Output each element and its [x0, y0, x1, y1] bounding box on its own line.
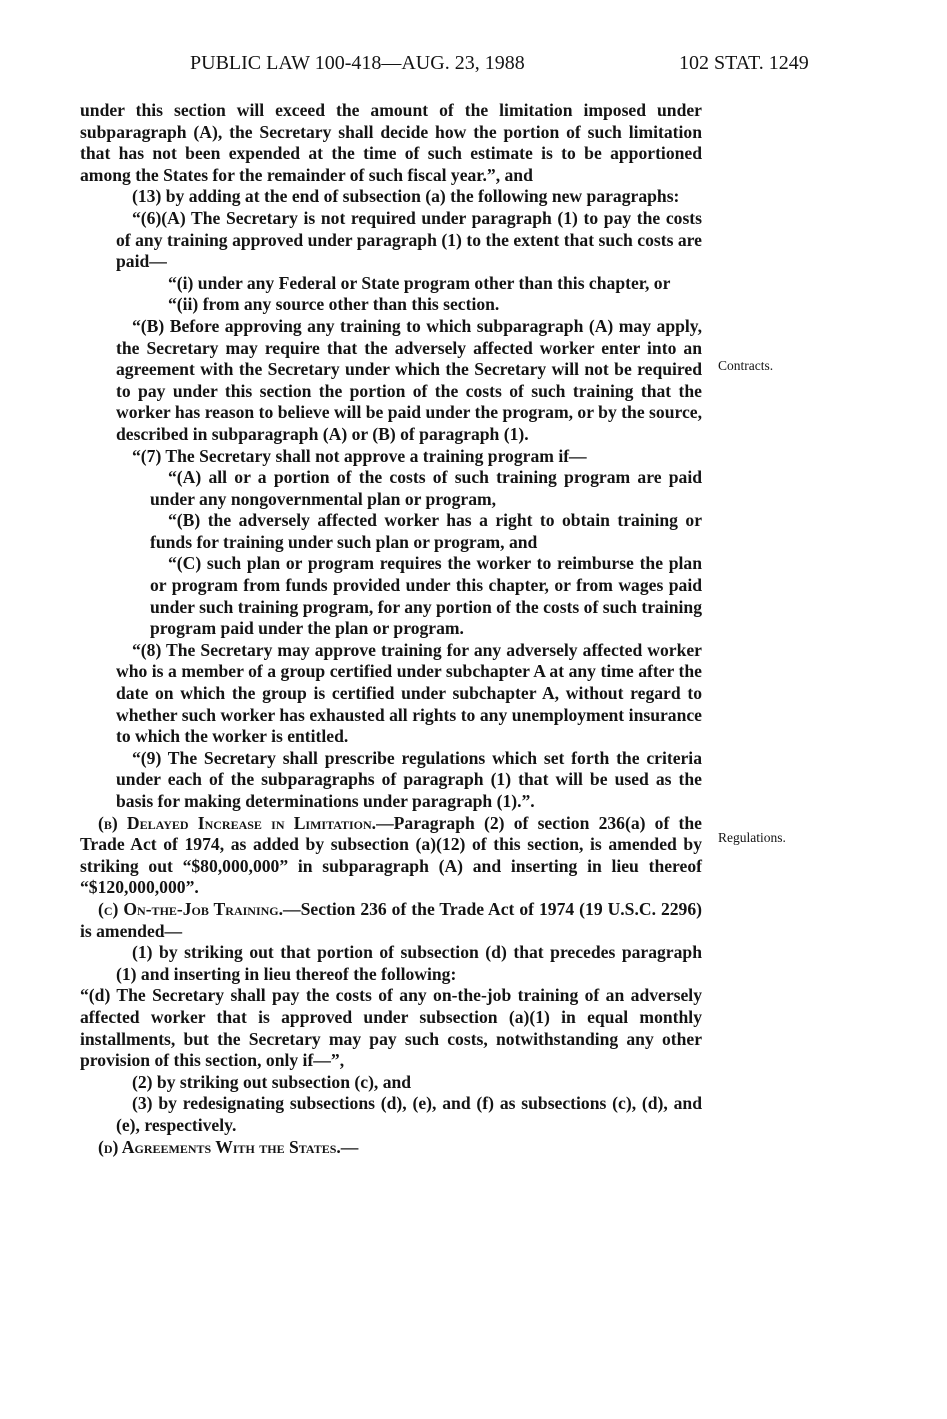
paragraph-9: “(9) The Secretary shall prescribe regulations which set forth the criteria under each of the subparagraphs of paragraph (1) that will be used as the basis for making determinations under paragraph (1).”. — [116, 747, 702, 811]
paragraph-8: “(8) The Secretary may approve training for any adversely affected worker who is a member of a group certified under subchapter A at any time after the date on which the group is certified under subchapter A, without regard to whether such worker has exhausted all rights to any unemployment insurance to which the worker is entitled. — [116, 639, 702, 747]
subsection-d — [80, 1137, 702, 1159]
paragraph-13: (13) by adding at the end of subsection (a) the following new paragraphs: — [132, 186, 680, 207]
paragraph-7: “(7) The Secretary shall not approve a training program if— — [132, 445, 587, 466]
paragraph-c3: (3) by redesignating subsections (d), (e), and (f) as subsections (c), (d), and (e), respectively. — [116, 1093, 702, 1135]
margin-note-regulations: Regulations. — [718, 830, 786, 845]
page-header — [0, 52, 947, 82]
subparagraph-7b: “(B) the adversely affected worker has a right to obtain training or funds for training under such plan or program, and — [150, 510, 702, 552]
paragraph-6a: “(6)(A) The Secretary is not required under paragraph (1) to pay the costs of any training approved under paragraph (1) to the extent that such costs are paid— — [116, 207, 702, 272]
paragraph-d-quote: “(d) The Secretary shall pay the costs of any on-the-job training of an adversely affected worker that is approved under subsection (a)(1) in equal monthly installments, but the Secretary may pay such costs, notwithstanding any other provision of this section, only if—”, — [80, 985, 702, 1071]
margin-note-contracts: Contracts. — [718, 358, 774, 373]
subsection-c-heading: (c) On-the-Job Training. — [98, 898, 284, 919]
statute-text — [80, 100, 702, 1158]
subparagraph-7a: “(A) all or a portion of the costs of such training program are paid under any nongovernmental plan or program, — [150, 467, 702, 509]
page-number: 102 STAT. 1249 — [679, 52, 809, 74]
subparagraph-7c: “(C) such plan or program requires the worker to reimburse the plan or program from funds provided under this chapter, or from wages paid under such training program, for any portion of the costs of such training program paid under the plan or program. — [150, 553, 702, 639]
subsection-d-text: — — [340, 1136, 359, 1157]
clause-i: “(i) under any Federal or State program other than this chapter, or — [168, 272, 671, 293]
subsection-b — [80, 813, 702, 899]
running-head: PUBLIC LAW 100-418—AUG. 23, 1988 — [190, 52, 525, 74]
subsection-d-heading: (d) Agreements With the States. — [98, 1136, 341, 1157]
subsection-b-text: —Paragraph (2) of section 236(a) of the Trade Act of 1974, as added by subsection (a)(12) of this section, is amended by striking out “$80,000,000” in subparagraph (A) and inserting in lieu thereof “$120,000,000”. — [80, 812, 702, 898]
paragraph-c1: (1) by striking out that portion of subsection (d) that precedes paragraph (1) and inserting in lieu thereof the following: — [116, 942, 702, 984]
paragraph-6b: “(B) Before approving any training to which subparagraph (A) may apply, the Secretary may require that the adversely affected worker enter into an agreement with the Secretary under which the Secretary will not be required to pay under this section the portion of the costs of such training that the worker has reason to believe will be paid under the program, or by the source, described in subparagraph (A) or (B) of paragraph (1). — [116, 315, 702, 444]
subsection-c — [80, 899, 702, 942]
paragraph-continuation: under this section will exceed the amount of the limitation imposed under subparagraph (A), the Secretary shall decide how the portion of such limitation that has not been expended at the time of such estimate is to be apportioned among the States for the remainder of such fiscal year.”, and — [80, 100, 702, 185]
subsection-b-heading: (b) Delayed Increase in Limitation. — [98, 812, 377, 833]
subsection-c-text: —Section 236 of the Trade Act of 1974 (19 U.S.C. 2296) is amended— — [80, 898, 702, 941]
clause-ii: “(ii) from any source other than this section. — [168, 294, 500, 315]
paragraph-c2: (2) by striking out subsection (c), and — [132, 1071, 412, 1092]
